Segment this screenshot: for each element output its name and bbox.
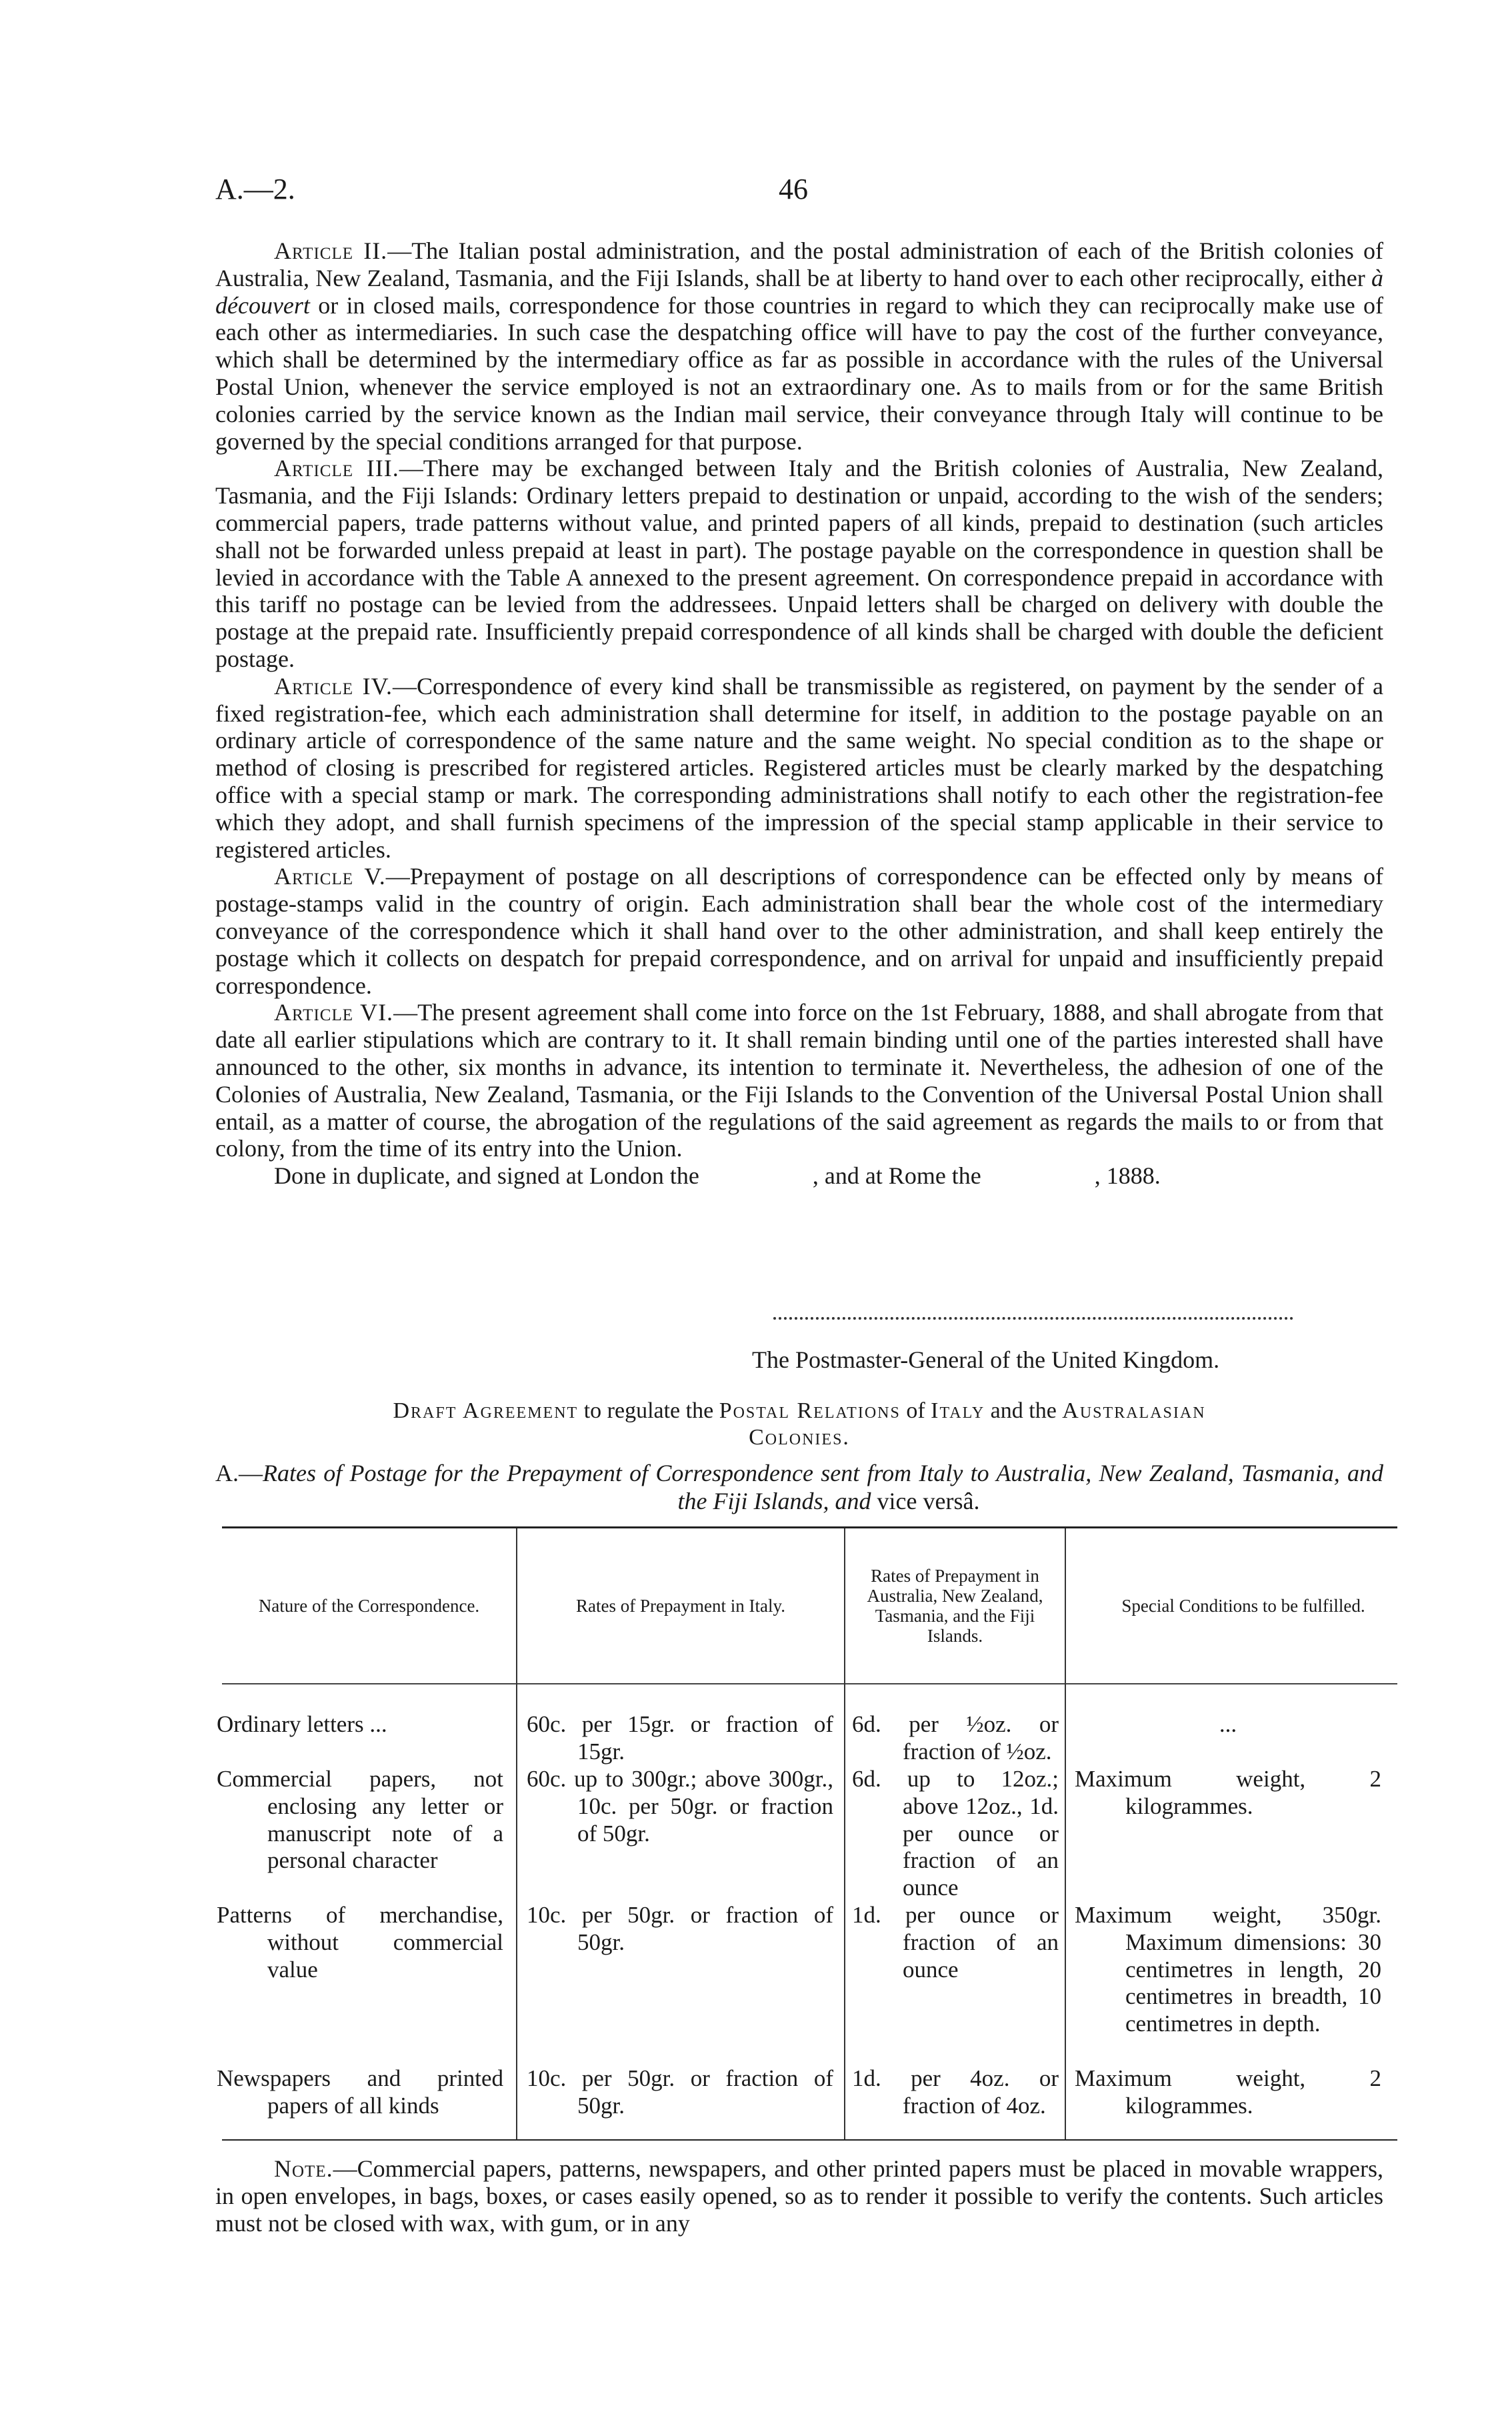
rates-prefix: A.— [215, 1460, 263, 1486]
article-5 [215, 863, 1383, 999]
article-4 [215, 673, 1383, 864]
header-rates-italy: Rates of Prepayment in Italy. [576, 1596, 785, 1616]
title-part: of [900, 1398, 931, 1423]
signature-line [773, 1317, 1293, 1320]
table-cell: Maximum weight, 2 kilogrammes. [1075, 2065, 1381, 2119]
header-conditions: Special Conditions to be fulfilled. [1121, 1596, 1365, 1616]
table-cell: 1d. per 4oz. or fraction of 4oz. [852, 2065, 1059, 2119]
table-cell: 60c. per 15gr. or fraction of 15gr. [527, 1711, 833, 1764]
table-cell: 6d. per ½oz. or fraction of ½oz. [852, 1711, 1059, 1764]
article-2 [215, 237, 1383, 455]
article-label: Article II. [274, 237, 388, 264]
article-italic: à découvert [215, 264, 1383, 319]
title-part: and the [985, 1398, 1063, 1423]
table-cell: Ordinary letters ... [217, 1711, 387, 1737]
note-text: —Commercial papers, patterns, newspapers, and other printed papers must be placed in movable wrappers, in open envelopes, in bags, boxes, or cases easily opened, so as to render it possible to verify the contents. Such articles must not be closed with wax, with gum, or in any [215, 2155, 1383, 2237]
title-part: Postal Relations [719, 1398, 901, 1423]
table-cell: Newspapers and printed papers of all kinds [217, 2065, 503, 2119]
header-rates-australia: Rates of Prepayment in Australia, New Zealand, Tasmania, and the Fiji Islands. [867, 1566, 1043, 1646]
header-nature: Nature of the Correspondence. [258, 1596, 480, 1616]
column-rates-australia [852, 1711, 1059, 2120]
table-cell: Patterns of merchandise, without commercial value [217, 1902, 503, 1983]
page-number: 46 [779, 173, 808, 205]
table-cell: 10c. per 50gr. or fraction of 50gr. [527, 1902, 833, 1955]
column-conditions [1075, 1711, 1381, 2120]
article-label: Article IV. [274, 672, 393, 700]
article-text: —Correspondence of every kind shall be transmissible as registered, on payment by the sender of a fixed registration-fee, which each administration shall determine for itself, in addition to the postage payable on an ordinary article of correspondence of the same nature and the same weight. No special condition as to the shape or method of closing is prescribed for registered articles. Registered articles must be clearly marked by the despatching office with a special stamp or mark. The corresponding administrations shall notify to each other the registration-fee which they adopt, and shall furnish specimens of the impression of the special stamp applicable in their service to registered articles. [215, 672, 1383, 863]
table-cell: Commercial papers, not enclosing any letter or manuscript note of a personal character [217, 1766, 503, 1874]
table-header-rule [222, 1683, 1397, 1684]
table-cell: 60c. up to 300gr.; above 300gr., 10c. per 50gr. or fraction of 50gr. [527, 1766, 833, 1847]
table-cell: 1d. per ounce or fraction of an ounce [852, 1902, 1059, 1983]
rates-title-plain: vice versâ. [871, 1488, 980, 1514]
article-label: Article V. [274, 863, 386, 890]
column-nature [217, 1711, 503, 2120]
note-label: Note. [274, 2155, 333, 2182]
table-cell: 6d. up to 12oz.; above 12oz., 1d. per ounce or fraction of an ounce [852, 1766, 1059, 1901]
article-label: Article VI. [274, 999, 394, 1026]
draft-agreement-title [215, 1398, 1383, 1451]
rates-title-italic: Rates of Postage for the Prepayment of Correspondence sent from Italy to Australia, New Zealand, Tasmania, and the Fiji Islands, and [263, 1460, 1383, 1514]
article-text: —The Italian postal administration, and the postal administration of each of the British colonies of Australia, New Zealand, Tasmania, and the Fiji Islands, shall be at liberty to hand over to each other reciprocally, either [215, 237, 1383, 291]
rates-title [215, 1459, 1383, 1515]
closing-text: , and at Rome the [812, 1162, 981, 1190]
note [215, 2155, 1383, 2237]
table-cell: 10c. per 50gr. or fraction of 50gr. [527, 2065, 833, 2119]
article-text: —There may be exchanged between Italy and the British colonies of Australia, New Zealand, Tasmania, and the Fiji Islands: Ordinary letters prepaid to destination or unpaid, according to the wish of the senders; commercial papers, trade patterns without value, and printed papers of all kinds, prepaid to destination (such articles shall not be forwarded unless prepaid at least in part). The postage payable on the correspondence in question shall be levied in accordance with the Table A annexed to the present agreement. On correspondence prepaid in accordance with this tariff no postage can be levied from the addressees. Unpaid letters shall be charged on delivery with double the postage at the prepaid rate. Insufficiently prepaid correspondence of all kinds shall be charged with double the deficient postage. [215, 455, 1383, 672]
closing-line [215, 1162, 1383, 1190]
table-cell: Maximum weight, 2 kilogrammes. [1075, 1766, 1381, 1819]
table-bottom-rule [222, 2139, 1397, 2141]
article-3 [215, 455, 1383, 672]
signatory: The Postmaster-General of the United Kingdom. [752, 1346, 1220, 1373]
title-part: to regulate the [578, 1398, 719, 1423]
title-part: Draft Agreement [393, 1398, 579, 1423]
closing-text: Done in duplicate, and signed at London the [274, 1162, 699, 1190]
column-divider [1065, 1528, 1066, 2139]
table-cell: Maximum weight, 350gr. Maximum dimensions: 30 centimetres in length, 20 centimetres in breadth, 10 centimetres in depth. [1075, 1902, 1381, 2037]
article-6 [215, 999, 1383, 1162]
closing-text: , 1888. [1094, 1162, 1161, 1190]
title-part: Australasian [1062, 1398, 1206, 1423]
article-text: or in closed mails, correspondence for those countries in regard to which they can reciprocally make use of each other as intermediaries. In such case the despatching office will have to pay the cost of the further conveyance, which shall be determined by the intermediary office as far as possible in accordance with the rules of the Universal Postal Union, whenever the service employed is not an extraordinary one. As to mails from or for the same British colonies carried by the service known as the Indian mail service, their conveyance through Italy will continue to be governed by the special conditions arranged for that purpose. [215, 291, 1383, 455]
column-rates-italy [527, 1711, 833, 2120]
title-part: Italy [931, 1398, 985, 1423]
title-part: Colonies. [749, 1425, 850, 1450]
article-label: Article III. [274, 455, 399, 482]
column-divider [844, 1528, 845, 2139]
article-text: —The present agreement shall come into force on the 1st February, 1888, and shall abrogate from that date all earlier stipulations which are contrary to it. It shall remain binding until one of the parties interested shall have announced to the other, six months in advance, its intention to terminate it. Nevertheless, the adhesion of one of the Colonies of Australia, New Zealand, Tasmania, or the Fiji Islands to the Convention of the Universal Postal Union shall entail, as a matter of course, the abrogation of the regulations of the said agreement as regards the mails to or from that colony, from the time of its entry into the Union. [215, 999, 1383, 1162]
document-reference: A.—2. [215, 173, 295, 205]
table-cell: ... [1219, 1711, 1237, 1737]
article-text: —Prepayment of postage on all descriptions of correspondence can be effected only by means of postage-stamps valid in the country of origin. Each administration shall bear the whole cost of the intermediary conveyance of the correspondence which it shall hand over to the other administration, and shall keep entirely the postage which it collects on despatch for prepaid correspondence, and on arrival for unpaid and insufficiently prepaid correspondence. [215, 863, 1383, 999]
articles-body [215, 237, 1383, 1190]
